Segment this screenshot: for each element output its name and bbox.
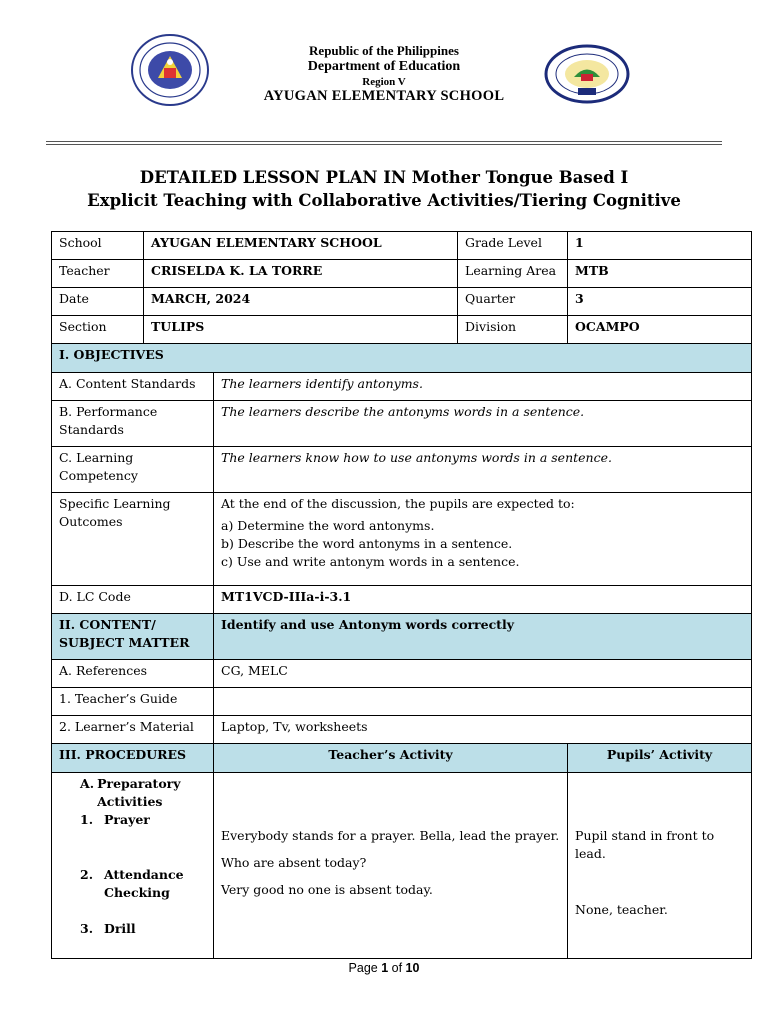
procedures-heading: III. PROCEDURES — [52, 744, 214, 773]
content-standards-value: The learners identify antonyms. — [214, 373, 752, 401]
objectives-heading-row — [52, 344, 752, 373]
date-value: MARCH, 2024 — [144, 288, 458, 316]
school-value: AYUGAN ELEMENTARY SCHOOL — [144, 232, 458, 260]
pupil-activity-cell — [568, 773, 752, 959]
content-standards-label: A. Content Standards — [52, 373, 214, 401]
quarter-label: Quarter — [458, 288, 568, 316]
teachers-guide-value — [214, 688, 752, 716]
lc-code-row — [52, 586, 752, 614]
document-header — [0, 0, 768, 140]
page-total: 10 — [405, 961, 420, 975]
header-school: AYUGAN ELEMENTARY SCHOOL — [263, 88, 505, 104]
pupil-activity-header: Pupils’ Activity — [568, 744, 752, 773]
teacher-absent-text: Who are absent today? — [221, 855, 367, 870]
teacher-label: Teacher — [52, 260, 144, 288]
content-value: Identify and use Antonym words correctly — [214, 614, 752, 660]
references-label: A. References — [52, 660, 214, 688]
division-label: Division — [458, 316, 568, 344]
learners-material-row — [52, 716, 752, 744]
page-of: of — [388, 961, 406, 975]
pupil-absent-text: None, teacher. — [575, 902, 668, 917]
learning-outcome-item: c) Use and write antonym words in a sentence. — [221, 554, 520, 569]
header-republic: Republic of the Philippines — [309, 43, 459, 58]
procedure-steps — [52, 773, 214, 959]
grade-label: Grade Level — [458, 232, 568, 260]
teacher-activity-header: Teacher’s Activity — [214, 744, 568, 773]
pupil-prayer-text: Pupil stand in front to lead. — [575, 828, 715, 861]
learners-material-value: Laptop, Tv, worksheets — [214, 716, 752, 744]
teachers-guide-label: 1. Teacher’s Guide — [52, 688, 214, 716]
step-drill: 3. Drill — [80, 921, 136, 936]
references-value: CG, MELC — [214, 660, 752, 688]
learning-outcome-item: b) Describe the word antonyms in a sentence. — [221, 536, 513, 551]
teacher-value: CRISELDA K. LA TORRE — [144, 260, 458, 288]
area-value: MTB — [568, 260, 752, 288]
section-label: Section — [52, 316, 144, 344]
step-attendance: 2. Attendance Checking — [80, 867, 184, 900]
content-heading-row — [52, 614, 752, 660]
header-rule-top — [46, 141, 722, 142]
date-label: Date — [52, 288, 144, 316]
learning-competency-label: C. Learning Competency — [52, 447, 214, 493]
teacher-activity-cell — [214, 773, 568, 959]
school-label: School — [52, 232, 144, 260]
page-current: 1 — [381, 961, 389, 975]
teacher-prayer-text: Everybody stands for a prayer. Bella, lead the prayer. — [221, 828, 560, 843]
page-prefix: Page — [348, 961, 382, 975]
header-department: Department of Education — [307, 59, 461, 74]
teachers-guide-row — [52, 688, 752, 716]
header-region: Region V — [362, 76, 406, 88]
learning-outcomes-label: Specific Learning Outcomes — [52, 493, 214, 586]
content-heading: II. CONTENT/ SUBJECT MATTER — [52, 614, 214, 660]
area-label: Learning Area — [458, 260, 568, 288]
section-value: TULIPS — [144, 316, 458, 344]
learning-competency-value: The learners know how to use antonyms words in a sentence. — [214, 447, 752, 493]
info-row-school — [52, 232, 752, 260]
page-footer — [0, 961, 768, 975]
learning-outcomes-row — [52, 493, 752, 586]
deped-seal-icon — [130, 34, 210, 106]
performance-standards-value: The learners describe the antonyms words in a sentence. — [214, 401, 752, 447]
info-row-teacher — [52, 260, 752, 288]
lesson-plan-table — [51, 231, 752, 959]
header-rule-bottom — [46, 144, 722, 145]
lesson-plan-title: DETAILED LESSON PLAN IN Mother Tongue Based I — [139, 168, 629, 187]
learning-outcomes-intro: At the end of the discussion, the pupils are expected to: — [221, 496, 575, 511]
performance-standards-label: B. Performance Standards — [52, 401, 214, 447]
learning-outcome-item: a) Determine the word antonyms. — [221, 518, 435, 533]
learners-material-label: 2. Learner’s Material — [52, 716, 214, 744]
info-row-section — [52, 316, 752, 344]
step-prayer: 1. Prayer — [80, 812, 150, 827]
info-row-date — [52, 288, 752, 316]
lc-code-value: MT1VCD-IIIa-i-3.1 — [214, 586, 752, 614]
prep-activities: A. Preparatory Activities — [80, 776, 181, 809]
quarter-value: 3 — [568, 288, 752, 316]
grade-value: 1 — [568, 232, 752, 260]
lc-code-label: D. LC Code — [52, 586, 214, 614]
teacher-good-text: Very good no one is absent today. — [221, 882, 433, 897]
division-value: OCAMPO — [568, 316, 752, 344]
learning-outcomes-list — [221, 517, 744, 571]
learning-outcomes-cell — [214, 493, 752, 586]
content-standards-row — [52, 373, 752, 401]
school-seal-icon — [544, 44, 630, 104]
procedures-row — [52, 773, 752, 959]
performance-standards-row — [52, 401, 752, 447]
lesson-plan-subtitle: Explicit Teaching with Collaborative Activities/Tiering Cognitive — [87, 191, 681, 210]
objectives-heading: I. OBJECTIVES — [52, 344, 752, 373]
learning-competency-row — [52, 447, 752, 493]
procedures-heading-row — [52, 744, 752, 773]
references-row — [52, 660, 752, 688]
